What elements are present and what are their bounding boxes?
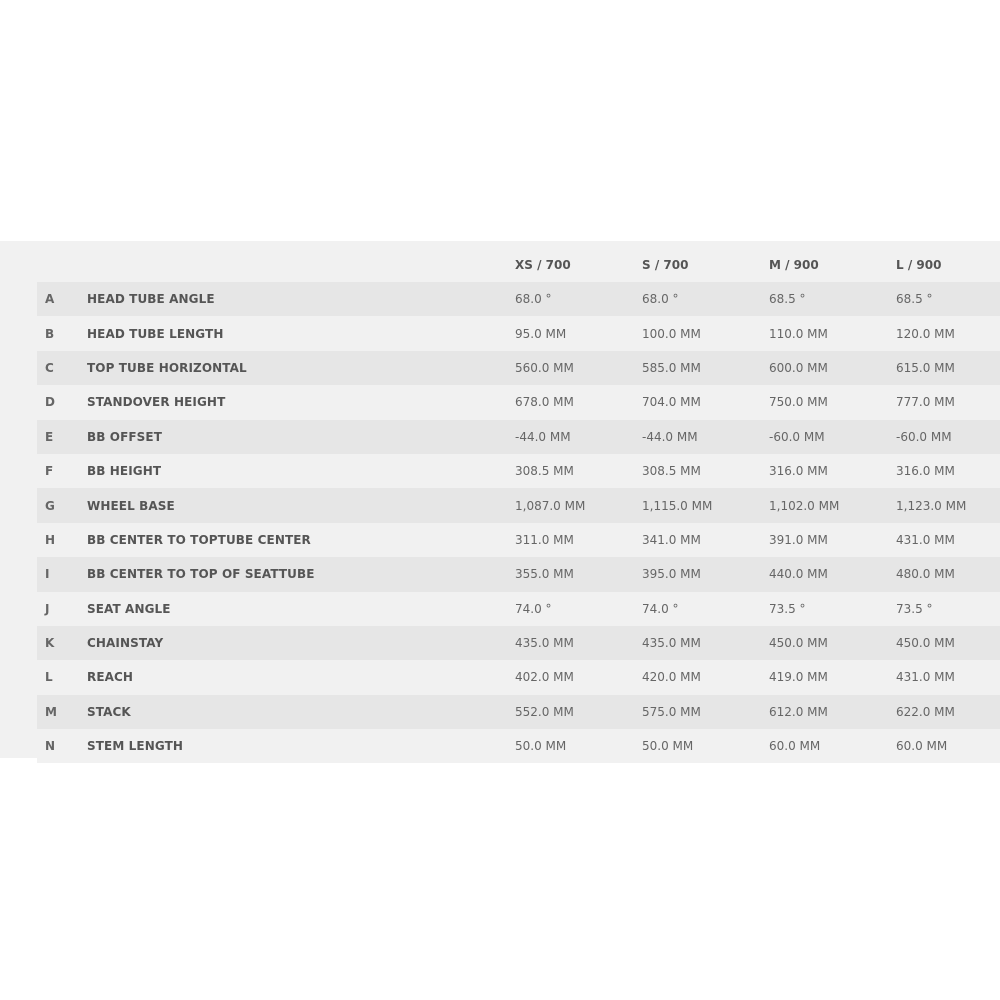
row-letter: M (45, 704, 57, 719)
table-row (37, 420, 1000, 454)
column-header-xs: XS / 700 (515, 258, 571, 272)
cell-m: -60.0 MM (769, 429, 825, 444)
cell-m: 1,102.0 MM (769, 498, 840, 513)
row-letter: J (45, 601, 50, 616)
table-row (37, 351, 1000, 385)
cell-l: -60.0 MM (896, 429, 952, 444)
cell-s: 74.0 ° (642, 601, 679, 616)
cell-s: 1,115.0 MM (642, 498, 713, 513)
row-label: STANDOVER HEIGHT (87, 395, 226, 410)
row-label: STEM LENGTH (87, 739, 183, 754)
cell-s: 585.0 MM (642, 360, 701, 375)
row-label: HEAD TUBE LENGTH (87, 326, 224, 341)
row-label: CHAINSTAY (87, 636, 164, 651)
row-letter: H (45, 532, 56, 547)
cell-m: 600.0 MM (769, 360, 828, 375)
table-header-row (37, 248, 1000, 282)
row-letter: I (45, 567, 50, 582)
cell-xs: 552.0 MM (515, 704, 574, 719)
cell-xs: 560.0 MM (515, 360, 574, 375)
geometry-rows (37, 248, 1000, 763)
table-row (37, 523, 1000, 557)
cell-s: -44.0 MM (642, 429, 698, 444)
cell-m: 440.0 MM (769, 567, 828, 582)
cell-m: 391.0 MM (769, 532, 828, 547)
geometry-table (37, 248, 1000, 763)
row-letter: B (45, 326, 55, 341)
cell-s: 341.0 MM (642, 532, 701, 547)
row-letter: C (45, 360, 54, 375)
cell-m: 68.5 ° (769, 292, 806, 307)
column-header-l: L / 900 (896, 258, 942, 272)
cell-s: 435.0 MM (642, 636, 701, 651)
row-label: BB CENTER TO TOP OF SEATTUBE (87, 567, 315, 582)
cell-xs: 95.0 MM (515, 326, 567, 341)
cell-s: 308.5 MM (642, 464, 701, 479)
cell-l: 60.0 MM (896, 739, 948, 754)
table-row (37, 385, 1000, 419)
cell-xs: 355.0 MM (515, 567, 574, 582)
table-row (37, 316, 1000, 350)
row-label: BB OFFSET (87, 429, 162, 444)
cell-xs: -44.0 MM (515, 429, 571, 444)
cell-l: 1,123.0 MM (896, 498, 967, 513)
cell-m: 419.0 MM (769, 670, 828, 685)
row-label: BB HEIGHT (87, 464, 162, 479)
cell-xs: 74.0 ° (515, 601, 552, 616)
row-letter: F (45, 464, 54, 479)
cell-l: 450.0 MM (896, 636, 955, 651)
cell-xs: 678.0 MM (515, 395, 574, 410)
cell-s: 575.0 MM (642, 704, 701, 719)
cell-xs: 1,087.0 MM (515, 498, 586, 513)
cell-m: 612.0 MM (769, 704, 828, 719)
row-label: BB CENTER TO TOPTUBE CENTER (87, 532, 311, 547)
cell-s: 100.0 MM (642, 326, 701, 341)
row-letter: D (45, 395, 55, 410)
row-label: SEAT ANGLE (87, 601, 171, 616)
cell-s: 395.0 MM (642, 567, 701, 582)
cell-xs: 50.0 MM (515, 739, 567, 754)
cell-l: 622.0 MM (896, 704, 955, 719)
table-row (37, 729, 1000, 763)
row-letter: N (45, 739, 56, 754)
table-row (37, 282, 1000, 316)
cell-l: 73.5 ° (896, 601, 933, 616)
row-label: WHEEL BASE (87, 498, 175, 513)
row-letter: K (45, 636, 55, 651)
table-row (37, 454, 1000, 488)
column-header-m: M / 900 (769, 258, 819, 272)
cell-s: 68.0 ° (642, 292, 679, 307)
cell-l: 68.5 ° (896, 292, 933, 307)
row-letter: L (45, 670, 53, 685)
row-label: REACH (87, 670, 134, 685)
row-label: HEAD TUBE ANGLE (87, 292, 215, 307)
cell-m: 750.0 MM (769, 395, 828, 410)
cell-l: 615.0 MM (896, 360, 955, 375)
cell-l: 431.0 MM (896, 670, 955, 685)
cell-l: 120.0 MM (896, 326, 955, 341)
cell-m: 73.5 ° (769, 601, 806, 616)
cell-xs: 311.0 MM (515, 532, 574, 547)
cell-xs: 435.0 MM (515, 636, 574, 651)
cell-l: 431.0 MM (896, 532, 955, 547)
column-header-s: S / 700 (642, 258, 689, 272)
table-row (37, 695, 1000, 729)
cell-l: 316.0 MM (896, 464, 955, 479)
cell-m: 316.0 MM (769, 464, 828, 479)
row-label: TOP TUBE HORIZONTAL (87, 360, 247, 375)
row-letter: E (45, 429, 54, 444)
row-letter: G (45, 498, 55, 513)
cell-s: 420.0 MM (642, 670, 701, 685)
table-row (37, 557, 1000, 591)
table-row (37, 592, 1000, 626)
cell-xs: 402.0 MM (515, 670, 574, 685)
cell-l: 480.0 MM (896, 567, 955, 582)
cell-xs: 68.0 ° (515, 292, 552, 307)
row-label: STACK (87, 704, 131, 719)
table-row (37, 626, 1000, 660)
cell-m: 450.0 MM (769, 636, 828, 651)
cell-s: 704.0 MM (642, 395, 701, 410)
row-letter: A (45, 292, 55, 307)
cell-xs: 308.5 MM (515, 464, 574, 479)
cell-s: 50.0 MM (642, 739, 694, 754)
cell-l: 777.0 MM (896, 395, 955, 410)
cell-m: 110.0 MM (769, 326, 828, 341)
table-row (37, 660, 1000, 694)
cell-m: 60.0 MM (769, 739, 821, 754)
table-row (37, 488, 1000, 522)
